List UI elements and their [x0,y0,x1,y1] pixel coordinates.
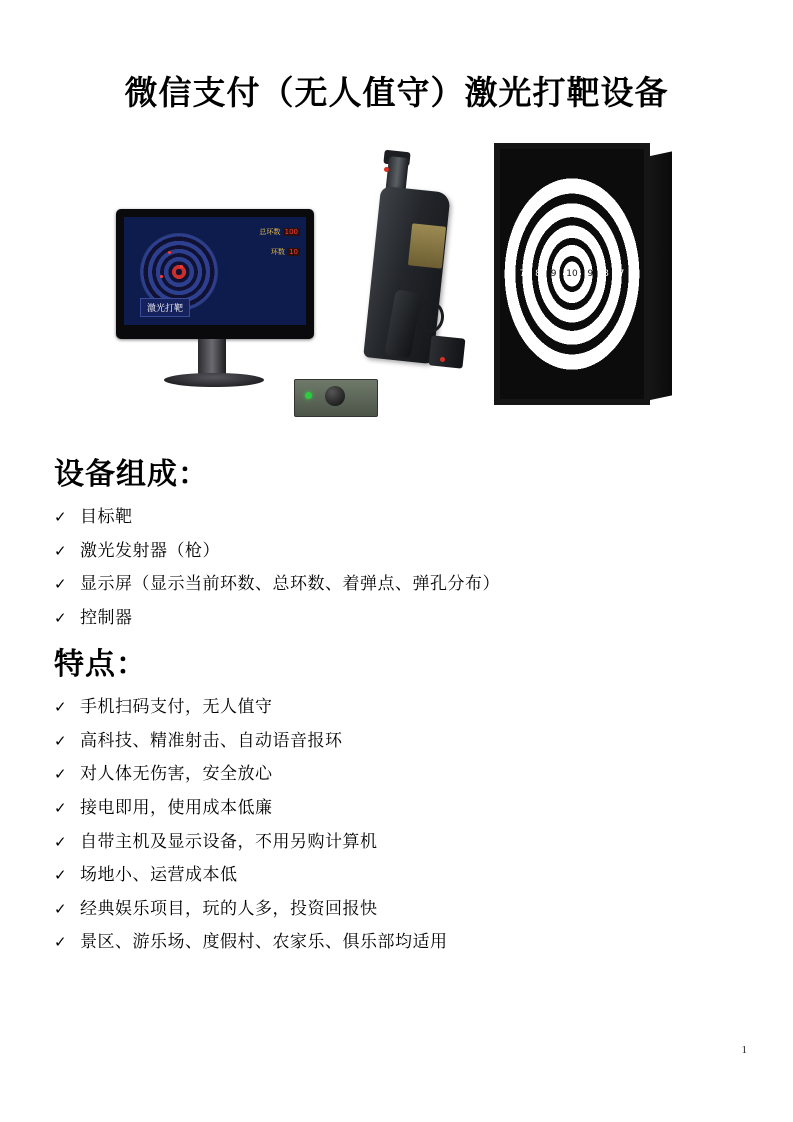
list-item [54,861,739,889]
check-icon: ✓ [54,866,67,885]
target-board [494,143,694,415]
screen-total-score-label: 总环数 [259,228,281,237]
check-icon: ✓ [54,541,67,560]
list-item-label: 手机扫码支付，无人值守 [80,697,273,717]
screen-total-score [259,227,300,237]
check-icon: ✓ [54,899,67,918]
list-item-label: 经典娱乐项目，玩的人多，投资回报快 [80,898,378,918]
target-ring-number: 6 [634,269,640,280]
list-item [54,537,739,565]
check-icon: ✓ [54,731,67,750]
section-heading-components: 设备组成： [54,457,209,493]
check-icon: ✓ [54,765,67,784]
page-title: 微信支付（无人值守）激光打靶设备 [124,73,669,112]
list-item-label: 接电即用，使用成本低廉 [80,797,273,817]
list-item [54,727,739,755]
list-item-label: 控制器 [80,607,133,627]
list-item-label: 目标靶 [80,507,133,527]
check-icon: ✓ [54,698,67,717]
target-ring-number: 9 [550,269,557,280]
check-icon: ✓ [54,798,67,817]
components-list [54,503,739,631]
list-item [54,604,739,632]
controller-knob [325,386,345,406]
screen-total-score-value: 100 [284,228,298,237]
features-list [54,693,739,955]
check-icon: ✓ [54,508,67,527]
list-item-label: 自带主机及显示设备，不用另购计算机 [80,831,378,851]
laser-gun [354,151,484,401]
list-item [54,503,739,531]
page-number: 1 [741,1044,747,1056]
list-item [54,794,739,822]
gun-stock [429,336,466,369]
target-ring-number: 8 [535,269,541,280]
list-item [54,570,739,598]
list-item [54,693,739,721]
target-ring-number: 9 [587,269,594,280]
controller-led-icon [305,392,312,399]
monitor-display [116,209,326,399]
target-ring-numbers [504,269,640,279]
screen-current-score [271,247,300,257]
screen-caption: 激光打靶 [140,298,190,317]
list-item [54,928,739,956]
target-ring-number: 7 [519,269,526,280]
target-ring-number: 7 [618,269,625,280]
product-photo-band [54,141,739,431]
list-item [54,828,739,856]
check-icon: ✓ [54,608,67,627]
target-ring-number: 6 [504,269,510,280]
check-icon: ✓ [54,832,67,851]
screen-current-score-value: 10 [289,248,298,257]
list-item [54,895,739,923]
list-item-label: 显示屏（显示当前环数、总环数、着弹点、弹孔分布） [80,574,500,594]
screen-current-score-label: 环数 [270,248,285,257]
gun-rail [408,224,446,269]
list-item-label: 高科技、精准射击、自动语音报环 [80,730,343,750]
list-item-label: 激光发射器（枪） [80,540,220,560]
target-board-face [494,143,650,405]
monitor-bezel [116,209,314,339]
monitor-stand-base [164,373,264,387]
list-item [54,760,739,788]
section-heading-features: 特点： [54,647,147,683]
list-item-label: 景区、游乐场、度假村、农家乐、俱乐部均适用 [80,932,448,952]
list-item-label: 场地小、运营成本低 [80,865,238,885]
monitor-screen [124,217,306,325]
target-ring-number: 10 [566,269,578,280]
check-icon: ✓ [54,933,67,952]
check-icon: ✓ [54,575,67,594]
monitor-stand-neck [198,339,226,377]
list-item-label: 对人体无伤害，安全放心 [80,764,273,784]
target-ring-number: 8 [603,269,609,280]
